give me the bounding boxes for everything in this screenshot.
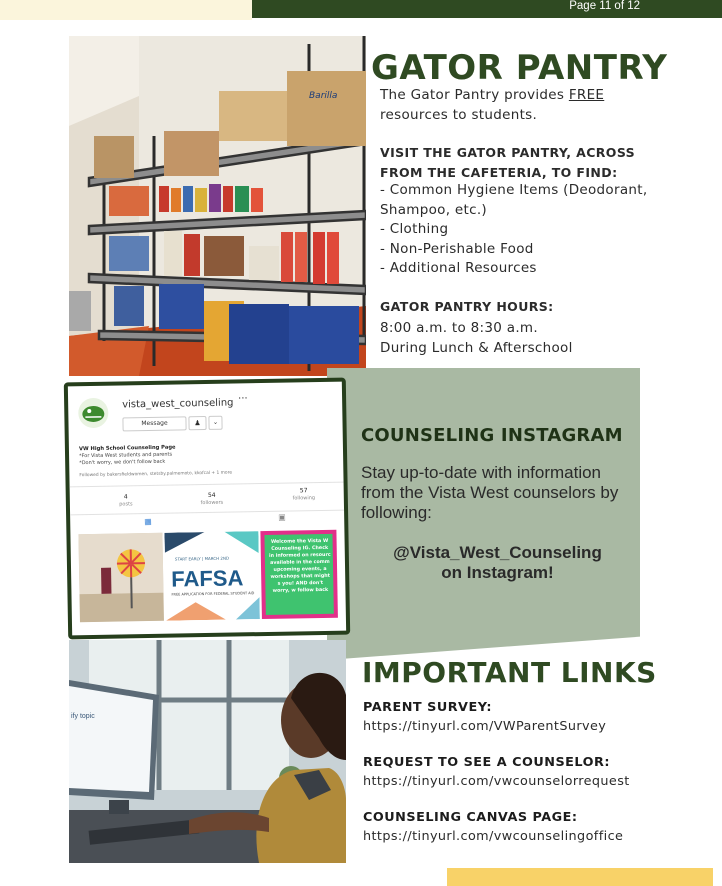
- counseling-instagram-title: COUNSELING INSTAGRAM: [361, 425, 623, 446]
- fafsa-logo-text: FAFSA: [171, 565, 244, 592]
- list-item: - Common Hygiene Items (Deodorant, Shampoo, etc.): [380, 182, 648, 218]
- important-links-title: IMPORTANT LINKS: [362, 656, 657, 689]
- svg-text:Barilla: Barilla: [309, 91, 338, 101]
- instagram-profile-screenshot: [64, 378, 350, 640]
- pantry-hours: [380, 319, 680, 358]
- counselor-request-label: REQUEST TO SEE A COUNSELOR:: [363, 755, 610, 770]
- fafsa-subtitle: FREE APPLICATION FOR FEDERAL STUDENT AID: [171, 591, 255, 597]
- ig-stat-label: following: [292, 495, 316, 502]
- ig-followed-by: Followed by bakersfieldwomen, stetsby.palmemoto, kkofcal + 1 more: [79, 470, 233, 479]
- ig-stat-followers: 54: [207, 491, 216, 499]
- grid-icon: ▦: [144, 516, 152, 527]
- instagram-handle[interactable]: @Vista_West_Counseling: [393, 543, 602, 562]
- canvas-page-label: COUNSELING CANVAS PAGE:: [363, 810, 578, 825]
- counselor-request-link[interactable]: https://tinyurl.com/vwcounselorrequest: [363, 774, 630, 789]
- follow-user-icon: ♟: [188, 416, 206, 430]
- fafsa-date: START EARLY | MARCH 2ND: [174, 555, 230, 562]
- pantry-hours-line: During Lunch & Afterschool: [380, 339, 573, 356]
- counseling-instagram-text: Stay up-to-date with information from the Vista West counselors by following:: [361, 463, 619, 522]
- footer-yellow-bar: [447, 868, 713, 886]
- pantry-intro-text-end: resources to students.: [380, 106, 538, 123]
- ig-bio-line: *For Vista West students and parents: [79, 451, 173, 460]
- pantry-hours-heading: GATOR PANTRY HOURS:: [380, 299, 554, 314]
- ig-username: vista_west_counseling: [122, 397, 234, 411]
- gator-avatar: [78, 398, 109, 429]
- pantry-intro: [380, 86, 660, 125]
- ig-stat-label: followers: [200, 499, 224, 507]
- pantry-items-list: [380, 181, 680, 279]
- post-prize-wheel: [78, 533, 164, 622]
- canvas-page-link[interactable]: https://tinyurl.com/vwcounselingoffice: [363, 829, 624, 844]
- parent-survey-link[interactable]: https://tinyurl.com/VWParentSurvey: [363, 719, 607, 734]
- pantry-hours-line: 8:00 a.m. to 8:30 a.m.: [380, 320, 538, 336]
- welcome-post-text: Welcome the Vista W Counseling IG. Check in informed on resourc available in the comm upcoming events, a workshops that might s you! AND don't worry, w follow back: [268, 538, 331, 594]
- header-cream-band: [0, 0, 252, 20]
- ig-bio-line: *Don't worry, we don't follow back: [79, 458, 166, 467]
- counseling-instagram-handle: [361, 543, 634, 583]
- pantry-intro-text: The Gator Pantry provides: [380, 87, 569, 103]
- chevron-down-icon: ⌄: [208, 416, 222, 430]
- free-emphasis: FREE: [568, 87, 605, 103]
- page-number: Page 11 of 12: [569, 0, 640, 12]
- gator-pantry-title: GATOR PANTRY: [371, 48, 668, 88]
- ig-stat-label: posts: [119, 501, 133, 508]
- pantry-visit-heading: VISIT THE GATOR PANTRY, ACROSS FROM THE CAFETERIA, TO FIND:: [380, 145, 636, 180]
- more-icon: ···: [237, 393, 248, 405]
- list-item: - Additional Resources: [380, 260, 537, 276]
- post-welcome: [260, 530, 338, 619]
- ig-bio-title: VW High School Counseling Page: [78, 444, 176, 453]
- list-item: - Non-Perishable Food: [380, 240, 534, 257]
- tagged-icon: ▣: [278, 512, 286, 522]
- parent-survey-label: PARENT SURVEY:: [363, 700, 492, 715]
- post-fafsa: [164, 531, 260, 621]
- student-laptop-photo: [69, 640, 346, 863]
- svg-text:ify topic: ify topic: [71, 713, 95, 720]
- instagram-handle-suffix: on Instagram!: [441, 563, 554, 582]
- ig-stat-posts: 4: [123, 493, 128, 501]
- header-green-band: [252, 0, 722, 18]
- pantry-shelves-photo: [69, 36, 366, 376]
- list-item: - Clothing: [380, 221, 449, 237]
- ig-stat-following: 57: [299, 487, 308, 495]
- message-button: Message: [122, 416, 186, 431]
